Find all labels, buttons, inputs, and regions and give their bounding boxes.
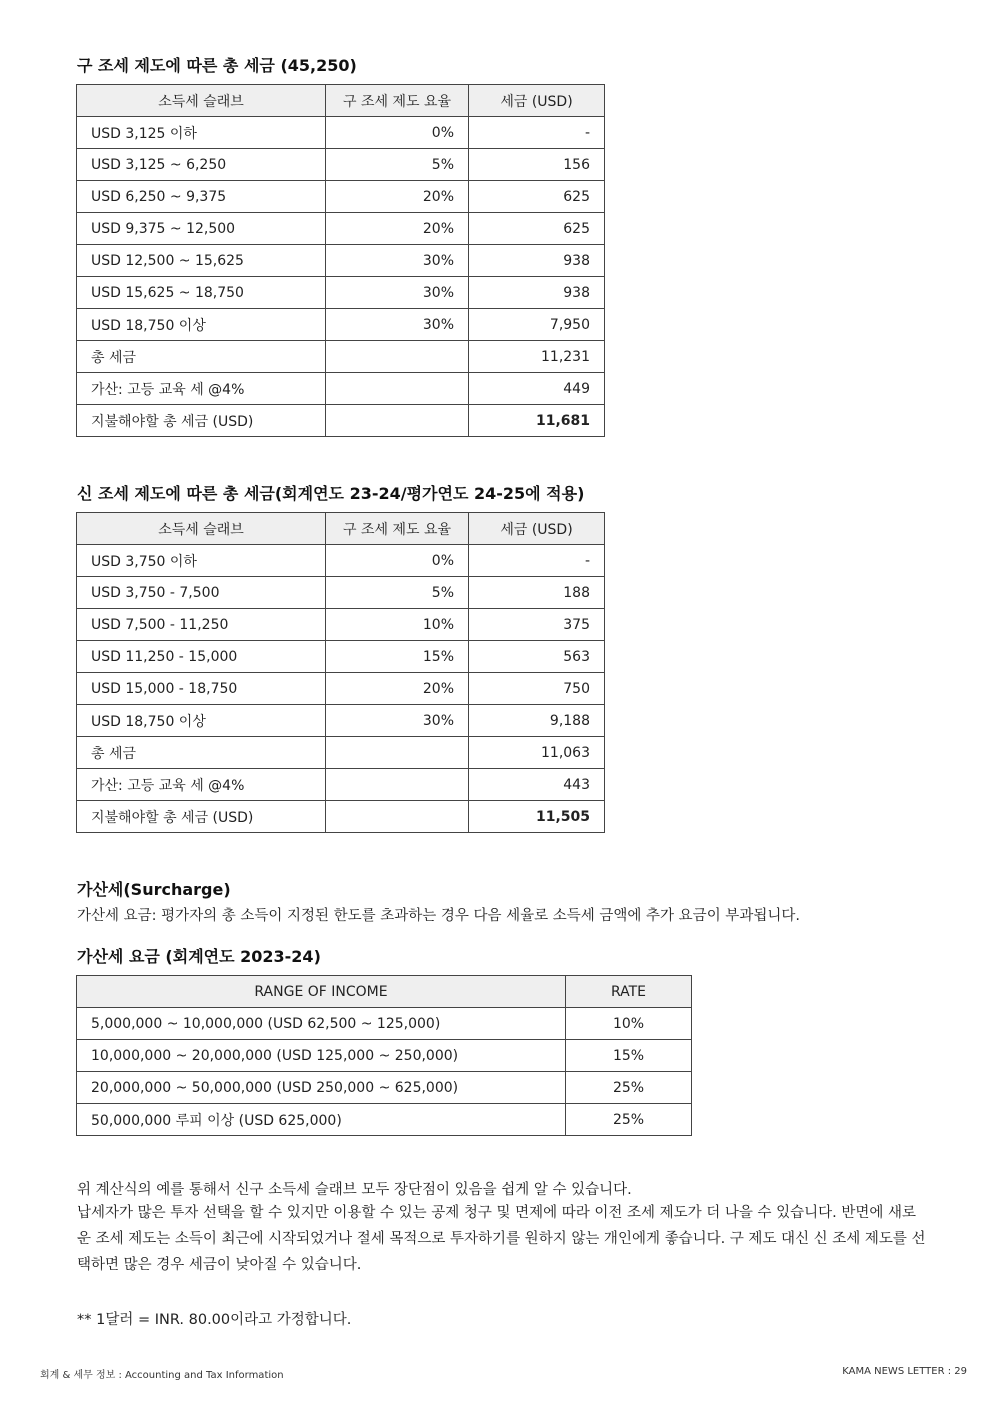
table-row: [77, 1040, 692, 1072]
table-cell: 11,063: [469, 737, 605, 769]
table-cell: -: [469, 545, 605, 577]
table-row: [77, 737, 605, 769]
surcharge-rate-title: 가산세 요금 (회계연도 2023-24): [77, 947, 321, 966]
table-cell: 9,188: [469, 705, 605, 737]
table-row: [77, 213, 605, 245]
table-row: [77, 405, 605, 437]
old-regime-title: 구 조세 제도에 따른 총 세금 (45,250): [77, 56, 357, 75]
table-cell: USD 9,375 ~ 12,500: [77, 213, 326, 245]
table-cell: 30%: [326, 309, 469, 341]
table-row: [77, 609, 605, 641]
table-row: [77, 341, 605, 373]
table-row: [77, 801, 605, 833]
table-cell: USD 3,125 이하: [77, 117, 326, 149]
table-cell: 25%: [566, 1072, 692, 1104]
table-cell: 5%: [326, 149, 469, 181]
table-row: [77, 1104, 692, 1136]
table-cell: 938: [469, 277, 605, 309]
table-header-row: [77, 976, 692, 1008]
column-header: RANGE OF INCOME: [77, 976, 566, 1008]
table-row: [77, 641, 605, 673]
table-cell: USD 3,750 이하: [77, 545, 326, 577]
table-cell: 449: [469, 373, 605, 405]
table-cell: USD 15,625 ~ 18,750: [77, 277, 326, 309]
table-cell: 지불해야할 총 세금 (USD): [77, 405, 326, 437]
table-cell: USD 3,125 ~ 6,250: [77, 149, 326, 181]
conclusion-paragraph: 납세자가 많은 투자 선택을 할 수 있지만 이용할 수 있는 공제 청구 및 면제에 따라 이전 조세 제도가 더 나을 수 있습니다. 반면에 새로운 조세 제도는 소득이 최근에 시작되었거나 절세 목적으로 투자하기를 원하지 않는 개인에게 좋습니다. 구 제도 대신 신 조세 제도를 선택하면 많은 경우 세금이 낮아질 수 있습니다.: [77, 1205, 926, 1273]
table-cell: 30%: [326, 245, 469, 277]
table-cell: -: [469, 117, 605, 149]
table-row: [77, 1072, 692, 1104]
column-header: 소득세 슬래브: [77, 513, 326, 545]
table-row: [77, 373, 605, 405]
table-cell: 10%: [326, 609, 469, 641]
table-cell: [326, 373, 469, 405]
table-row: [77, 1008, 692, 1040]
table-cell: 총 세금: [77, 341, 326, 373]
table-cell: USD 7,500 - 11,250: [77, 609, 326, 641]
table-cell: 50,000,000 루피 이상 (USD 625,000): [77, 1104, 566, 1136]
column-header: 소득세 슬래브: [77, 85, 326, 117]
table-header-row: [77, 513, 605, 545]
table-cell: 5%: [326, 577, 469, 609]
table-cell: 10,000,000 ~ 20,000,000 (USD 125,000 ~ 250,000): [77, 1040, 566, 1072]
table-cell: 20,000,000 ~ 50,000,000 (USD 250,000 ~ 625,000): [77, 1072, 566, 1104]
table-cell: 0%: [326, 117, 469, 149]
table-cell: 11,231: [469, 341, 605, 373]
table-cell: USD 6,250 ~ 9,375: [77, 181, 326, 213]
table-cell: 156: [469, 149, 605, 181]
table-row: [77, 673, 605, 705]
footer-page-label: KAMA NEWS LETTER : 29: [842, 1366, 967, 1377]
table-row: [77, 705, 605, 737]
table-cell: 지불해야할 총 세금 (USD): [77, 801, 326, 833]
table-cell: [326, 801, 469, 833]
table-cell: 625: [469, 213, 605, 245]
old-regime-table: [76, 84, 605, 437]
table-cell: 총 세금: [77, 737, 326, 769]
table-row: [77, 769, 605, 801]
table-row: [77, 117, 605, 149]
table-cell: 375: [469, 609, 605, 641]
table-cell: 938: [469, 245, 605, 277]
column-header: 세금 (USD): [469, 85, 605, 117]
table-cell: 563: [469, 641, 605, 673]
table-cell: 750: [469, 673, 605, 705]
table-cell: 30%: [326, 277, 469, 309]
table-cell: 가산: 고등 교육 세 @4%: [77, 373, 326, 405]
table-row: [77, 545, 605, 577]
table-cell: 0%: [326, 545, 469, 577]
table-row: [77, 149, 605, 181]
table-row: [77, 181, 605, 213]
footer-section-label: 회계 & 세무 정보 : Accounting and Tax Information: [40, 1370, 284, 1381]
table-cell: 10%: [566, 1008, 692, 1040]
surcharge-description: 가산세 요금: 평가자의 총 소득이 지정된 한도를 초과하는 경우 다음 세율로 소득세 금액에 추가 요금이 부과됩니다.: [77, 908, 800, 924]
table-cell: 443: [469, 769, 605, 801]
table-cell: 20%: [326, 213, 469, 245]
table-header-row: [77, 85, 605, 117]
table-cell: [326, 769, 469, 801]
table-cell: USD 15,000 - 18,750: [77, 673, 326, 705]
table-cell: 625: [469, 181, 605, 213]
table-row: [77, 577, 605, 609]
surcharge-table: [76, 975, 692, 1136]
table-cell: 20%: [326, 181, 469, 213]
table-cell: USD 18,750 이상: [77, 309, 326, 341]
table-cell: 30%: [326, 705, 469, 737]
new-regime-table: [76, 512, 605, 833]
table-cell: 11,505: [469, 801, 605, 833]
table-cell: 25%: [566, 1104, 692, 1136]
table-cell: [326, 737, 469, 769]
new-regime-title: 신 조세 제도에 따른 총 세금(회계연도 23-24/평가연도 24-25에 적용): [77, 484, 585, 503]
table-row: [77, 277, 605, 309]
table-cell: 11,681: [469, 405, 605, 437]
table-row: [77, 309, 605, 341]
table-cell: 20%: [326, 673, 469, 705]
column-header: 구 조세 제도 요율: [326, 85, 469, 117]
table-cell: [326, 341, 469, 373]
table-cell: 7,950: [469, 309, 605, 341]
column-header: 세금 (USD): [469, 513, 605, 545]
conclusion-line-1: 위 계산식의 예를 통해서 신구 소득세 슬래브 모두 장단점이 있음을 쉽게 알 수 있습니다.: [77, 1182, 632, 1198]
table-cell: USD 12,500 ~ 15,625: [77, 245, 326, 277]
table-cell: USD 11,250 - 15,000: [77, 641, 326, 673]
table-cell: USD 3,750 - 7,500: [77, 577, 326, 609]
table-cell: 5,000,000 ~ 10,000,000 (USD 62,500 ~ 125,000): [77, 1008, 566, 1040]
table-row: [77, 245, 605, 277]
table-cell: [326, 405, 469, 437]
column-header: RATE: [566, 976, 692, 1008]
exchange-rate-note: ** 1달러 = INR. 80.00이라고 가정합니다.: [77, 1312, 352, 1328]
table-cell: 15%: [566, 1040, 692, 1072]
column-header: 구 조세 제도 요율: [326, 513, 469, 545]
table-cell: 15%: [326, 641, 469, 673]
surcharge-title: 가산세(Surcharge): [77, 880, 231, 899]
table-cell: 188: [469, 577, 605, 609]
table-cell: 가산: 고등 교육 세 @4%: [77, 769, 326, 801]
table-cell: USD 18,750 이상: [77, 705, 326, 737]
